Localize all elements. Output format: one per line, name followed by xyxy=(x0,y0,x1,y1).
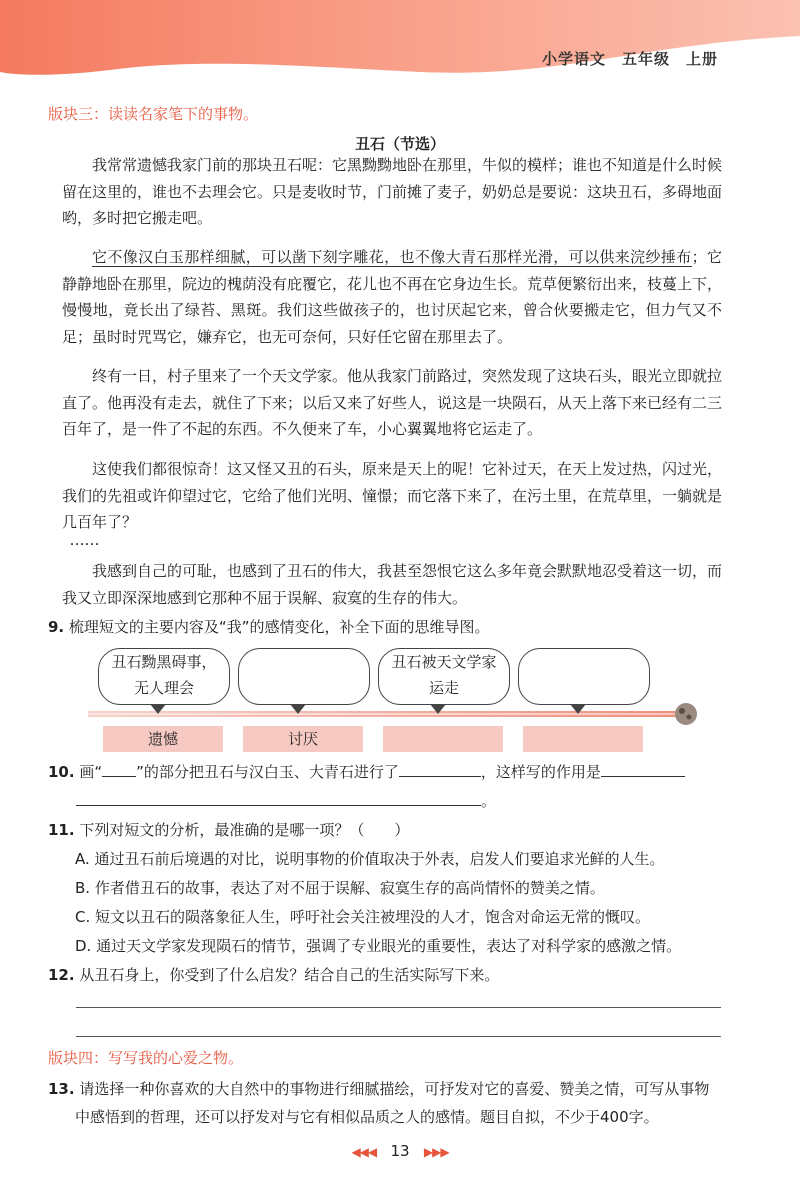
q10-second-line xyxy=(76,790,536,811)
mind-map-bubble-1 xyxy=(98,648,230,705)
q10-text-a: 画“ xyxy=(79,763,103,781)
question-10 xyxy=(48,761,728,782)
q11-text: 下列对短文的分析，最准确的是哪一项？（ ） xyxy=(79,821,410,839)
mind-map xyxy=(88,640,718,755)
q10-blank-comparison[interactable] xyxy=(399,776,481,777)
q12-number: 12. xyxy=(48,966,75,984)
mind-map-bubble-2[interactable] xyxy=(238,648,370,705)
mind-map-bubble-4[interactable] xyxy=(518,648,650,705)
paragraph-2-rest: ；它静静地卧在那里，院边的槐荫没有庇覆它，花儿也不再在它身边生长。荒草便繁衍出来，枝蔓上下，慢慢地，竟长出了绿苔、黑斑。我们这些做孩子的，也讨厌起它来，曾合伙要搬走它，但力气又不足；虽时时咒骂它，嫌弃它，也无可奈何，只好任它留在那里去了。 xyxy=(62,248,723,346)
emotion-box-2: 讨厌 xyxy=(243,726,363,752)
question-11 xyxy=(48,819,728,840)
passage-paragraph-4: 这使我们都很惊奇！这又怪又丑的石头，原来是天上的呢！它补过天，在天上发过热，闪过光，我们的先祖或许仰望过它，它给了他们光明、憧憬；而它落下来了，在污土里，在荒草里，一躺就是几百年了？ xyxy=(62,460,723,531)
passage-paragraph-2 xyxy=(62,244,722,350)
q10-text-b: ”的部分把丑石与汉白玉、大青石进行了 xyxy=(136,763,399,781)
footer-left-arrows: ◀◀◀ xyxy=(351,1145,377,1159)
q10-answer-line[interactable] xyxy=(76,805,481,806)
q13-line-2: 中感悟到的哲理，还可以抒发对与它有相似品质之人的感情。题目自拟，不少于400字。 xyxy=(75,1108,659,1126)
bubble-1-pointer xyxy=(150,704,166,714)
q13-line-1: 请选择一种你喜欢的大自然中的事物进行细腻描绘，可抒发对它的喜爱、赞美之情，可写从事物 xyxy=(79,1080,710,1098)
page-header xyxy=(0,0,800,80)
passage-ellipsis: …… xyxy=(69,531,100,549)
q9-number: 9. xyxy=(48,618,65,636)
bubble-1-text: 丑石黝黑碍事，无人理会 xyxy=(111,653,217,697)
q11-option-d[interactable]: D. 通过天文学家发现陨石的情节，强调了专业眼光的重要性，表达了对科学家的感激之情。 xyxy=(75,937,682,955)
page-footer xyxy=(0,1142,800,1160)
footer-right-arrows: ▶▶▶ xyxy=(423,1145,449,1159)
bubble-2-pointer xyxy=(290,704,306,714)
passage-title: 丑石（节选） xyxy=(354,135,445,153)
q11-option-b[interactable]: B. 作者借丑石的故事，表达了对不屈于误解、寂寞生存的高尚情怀的赞美之情。 xyxy=(75,879,605,897)
passage-paragraph-1: 我常常遗憾我家门前的那块丑石呢：它黑黝黝地卧在那里，牛似的模样；谁也不知道是什么时候留在这里的，谁也不去理会它。只是麦收时节，门前摊了麦子，奶奶总是要说：这块丑石，多碍地面哟，多时把它搬走吧。 xyxy=(62,156,723,227)
q12-answer-line-1[interactable] xyxy=(76,1007,721,1008)
page-number: 13 xyxy=(390,1142,410,1160)
question-9 xyxy=(48,616,728,637)
section3-heading: 版块三：读读名家笔下的事物。 xyxy=(48,105,259,123)
section4-heading: 版块四：写写我的心爱之物。 xyxy=(48,1049,244,1067)
question-13 xyxy=(48,1078,728,1099)
bubble-3-pointer xyxy=(430,704,446,714)
q12-text: 从丑石身上，你受到了什么启发？结合自己的生活实际写下来。 xyxy=(79,966,500,984)
underlined-comparison: 它不像汉白玉那样细腻，可以凿下刻字雕花，也不像大青石那样光滑，可以供来浣纱捶布 xyxy=(92,248,692,266)
q10-number: 10. xyxy=(48,763,75,781)
q11-number: 11. xyxy=(48,821,75,839)
emotion-box-4[interactable] xyxy=(523,726,643,752)
q9-text: 梳理短文的主要内容及“我”的感情变化，补全下面的思维导图。 xyxy=(68,618,490,636)
mind-map-bubble-3 xyxy=(378,648,510,705)
q13-number: 13. xyxy=(48,1080,75,1098)
bubble-3-text: 丑石被天文学家运走 xyxy=(391,653,497,697)
passage-paragraph-5: 我感到自己的可耻，也感到了丑石的伟大，我甚至怨恨它这么多年竟会默默地忍受着这一切，而我又立即深深地感到它那种不屈于误解、寂寞的生存的伟大。 xyxy=(62,562,723,607)
emotion-box-3[interactable] xyxy=(383,726,503,752)
q11-option-a[interactable]: A. 通过丑石前后境遇的对比，说明事物的价值取决于外表，启发人们要追求光鲜的人生。 xyxy=(75,850,665,868)
q12-answer-line-2[interactable] xyxy=(76,1036,721,1037)
q10-blank-mark[interactable] xyxy=(102,776,136,777)
header-title: 小学语文 五年级 上册 xyxy=(541,50,718,68)
question-12 xyxy=(48,964,728,985)
q11-option-c[interactable]: C. 短文以丑石的陨落象征人生，呼吁社会关注被埋没的人才，饱含对命运无常的慨叹。 xyxy=(75,908,651,926)
q10-text-c: ，这样写的作用是 xyxy=(480,763,601,781)
q10-blank-effect[interactable] xyxy=(601,776,685,777)
passage-paragraph-3: 终有一日，村子里来了一个天文学家。他从我家门前路过，突然发现了这块石头，眼光立即就拉直了。他再没有走去，就住了下来；以后又来了好些人，说这是一块陨石，从天上落下来已经有二三百年了，是一件了不起的东西。不久便来了车，小心翼翼地将它运走了。 xyxy=(62,367,723,438)
emotion-box-1: 遗憾 xyxy=(103,726,223,752)
bubble-4-pointer xyxy=(570,704,586,714)
q10-end: 。 xyxy=(481,792,497,810)
